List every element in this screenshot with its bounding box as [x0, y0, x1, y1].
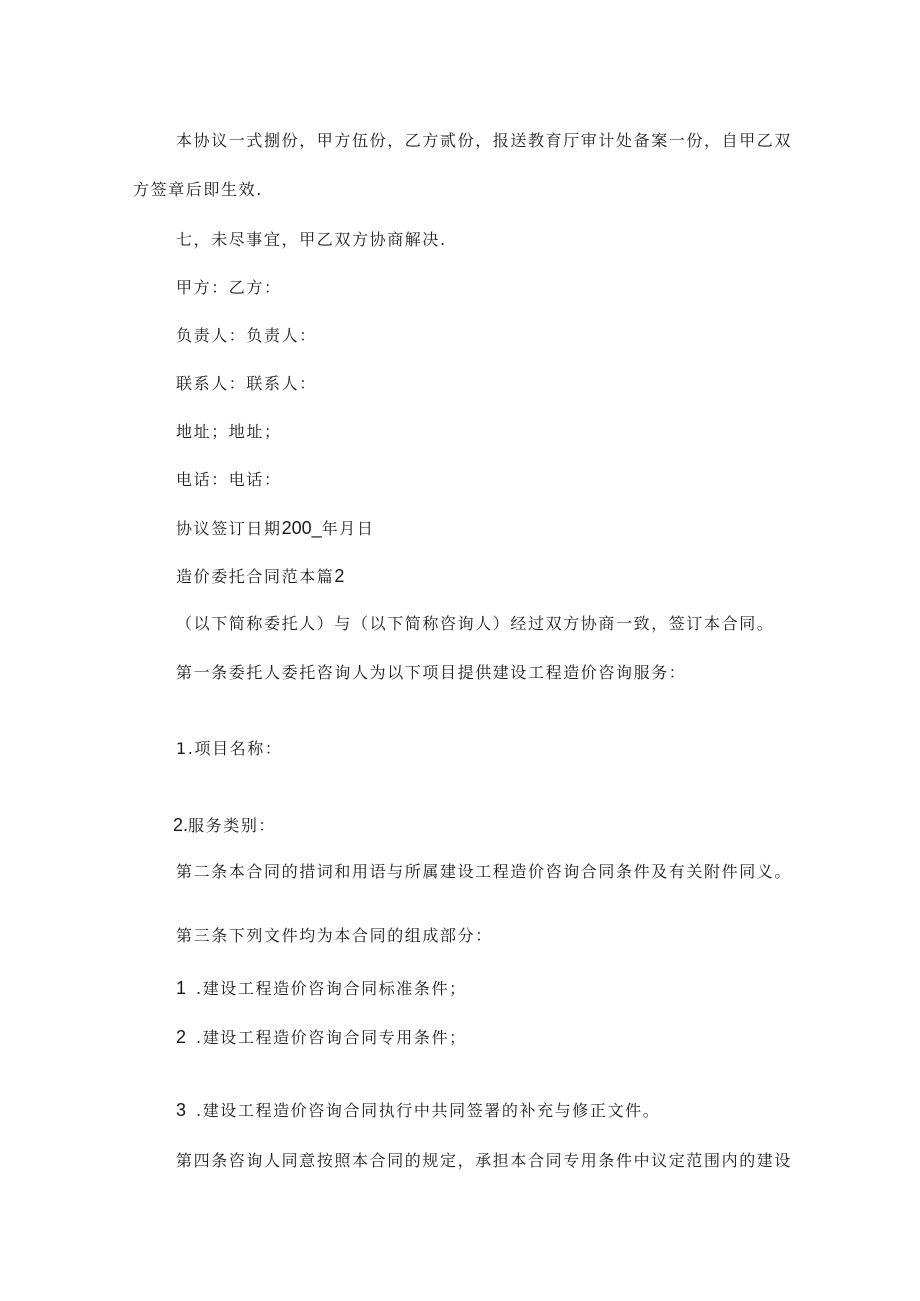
article-one: 第一条委托人委托咨询人为以下项目提供建设工程造价咨询服务：: [176, 663, 687, 682]
item-service-type: [173, 815, 276, 836]
article-two: 第二条本合同的措词和用语与所属建设工程造价咨询合同条件及有关附件同义。: [176, 862, 793, 881]
item-project-name: 1.项目名称：: [176, 739, 283, 758]
phone-line: 电话：电话：: [176, 470, 282, 489]
doc-item-2-number: 2: [176, 1027, 187, 1047]
signing-date-year: 200_: [281, 518, 322, 538]
doc-item-2: [176, 1027, 467, 1048]
doc-item-1: [176, 978, 467, 999]
doc-item-3-number: 3: [176, 1100, 187, 1120]
responsible-person-line: 负责人：负责人：: [176, 326, 317, 345]
article-three: 第三条下列文件均为本合同的组成部分：: [176, 926, 493, 945]
signing-date-prefix: 协议签订日期: [176, 519, 282, 538]
party-line: 甲方：乙方：: [176, 278, 282, 297]
paragraph-copies-line-1: 本协议一式捌份，甲方伍份，乙方贰份，报送教育厅审计处备案一份，自甲乙双: [176, 131, 793, 150]
paragraph-copies-line-2: 方签章后即生效.: [133, 180, 263, 199]
doc-item-1-number: 1: [176, 978, 187, 998]
section-title-number: 2: [334, 566, 345, 586]
signing-date-line: [176, 518, 374, 539]
doc-item-3: [176, 1100, 660, 1121]
section-title: [176, 566, 344, 587]
doc-item-3-text: .建设工程造价咨询合同执行中共同签署的补充与修正文件。: [196, 1101, 661, 1120]
contract-intro: （以下简称委托人）与（以下简称咨询人）经过双方协商一致，签订本合同。: [176, 614, 775, 633]
item-service-type-text: 服务类别：: [188, 816, 277, 835]
contact-person-line: 联系人：联系人：: [176, 374, 317, 393]
item-service-type-number: 2.: [173, 815, 189, 835]
clause-seven: 七，未尽事宜，甲乙双方协商解决.: [176, 230, 447, 249]
signing-date-suffix: 年月日: [321, 519, 375, 538]
doc-item-2-text: .建设工程造价咨询合同专用条件；: [196, 1028, 467, 1047]
section-title-text: 造价委托合同范本篇: [176, 567, 335, 586]
doc-item-1-text: .建设工程造价咨询合同标准条件；: [196, 979, 467, 998]
article-four: 第四条咨询人同意按照本合同的规定，承担本合同专用条件中议定范围内的建设: [176, 1151, 793, 1170]
address-line: 地址；地址；: [176, 422, 282, 441]
